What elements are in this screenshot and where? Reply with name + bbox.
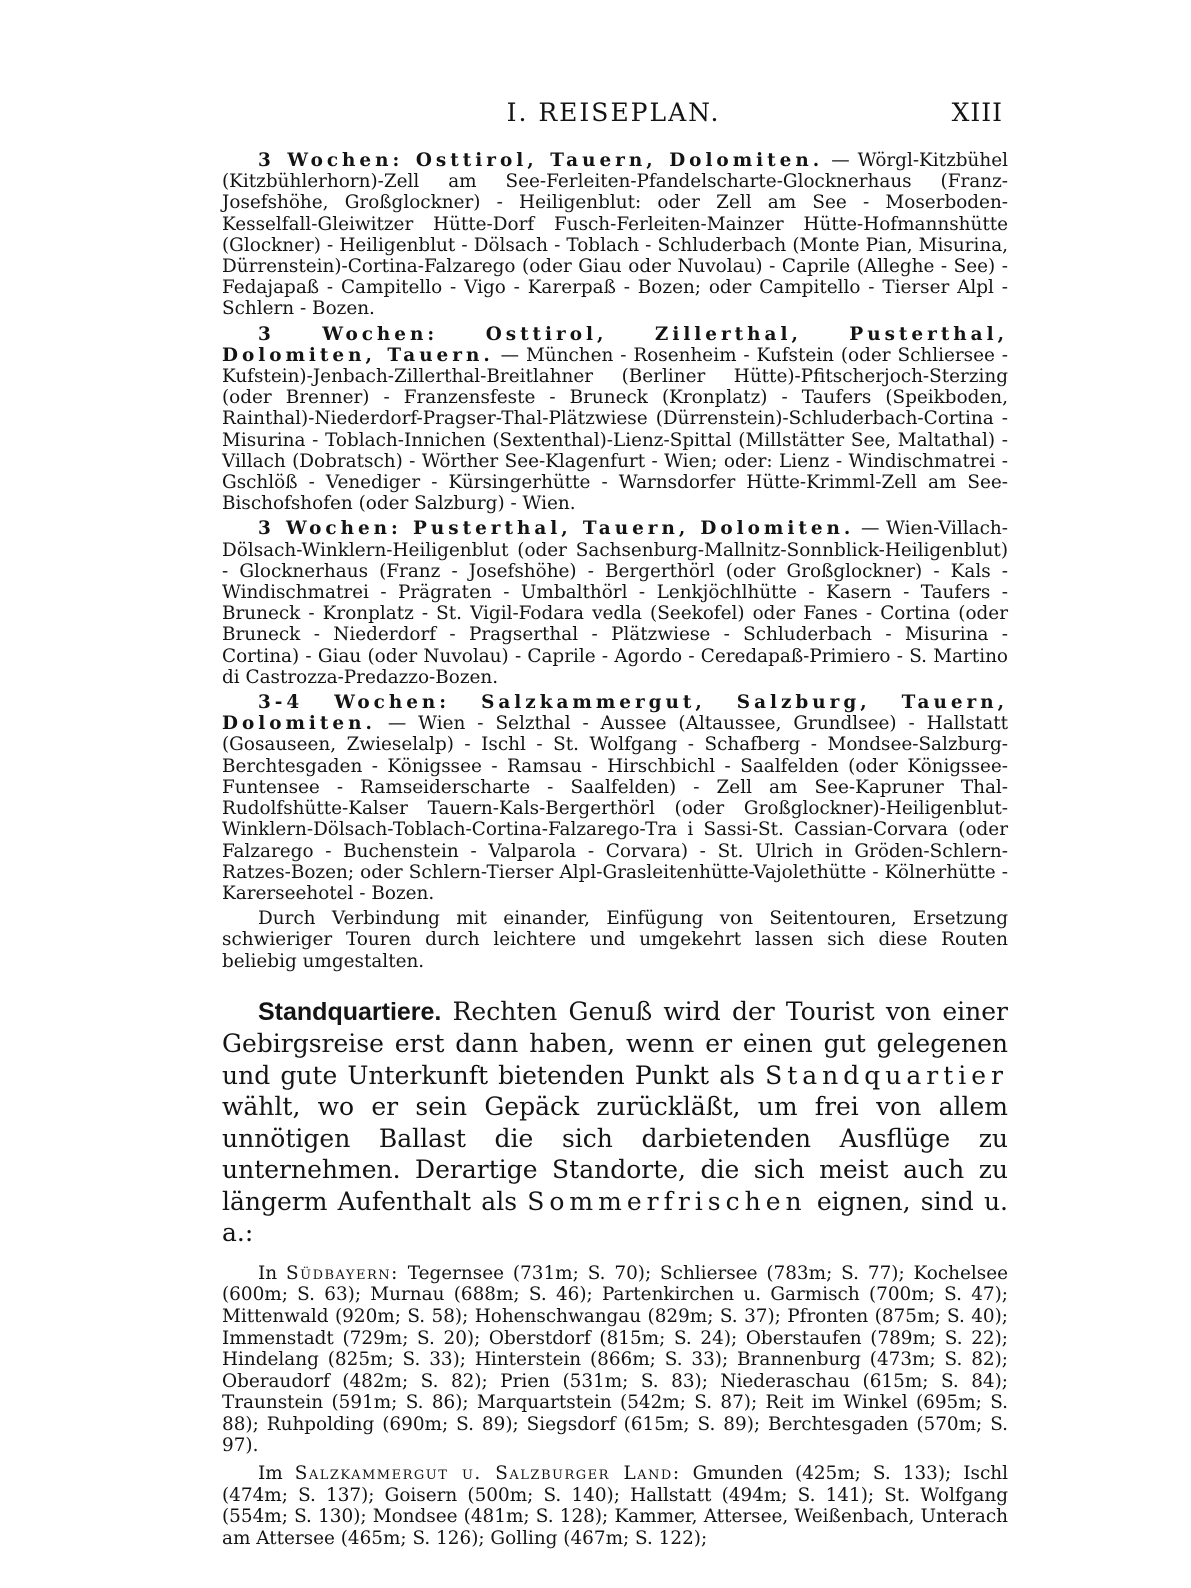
region-prefix: In — [258, 1262, 278, 1284]
standquartiere-heading: Standquartiere. — [258, 997, 442, 1026]
itinerary-heading: 3 Wochen: Osttirol, Zillerthal, Pusterthal, Dolomiten, Tauern. — [222, 323, 1008, 366]
itinerary-route: — Wien-Villach-Dölsach-Winklern-Heiligenblut (oder Sachsenburg-Mallnitz-Sonnblick-Heiligenblut) - Glocknerhaus (Franz - Josefshöhe) - Bergerthörl (oder Großglockner) - Kals - Windischmatrei - Prägraten - Umbalthörl - Lenkjöchlhütte - Kasern - Taufers - Bruneck - Kronplatz - St. Vigil-Fodara vedla (Seekofel) oder Fanes - Cortina (oder Bruneck - Niederdorf - Pragserthal - Plätzwiese - Schluderbach - Misurina - Cortina) - Giau (oder Nuvolau) - Caprile - Agordo - Ceredapaß-Primiero - S. Martino di Castrozza-Predazzo-Bozen. — [222, 518, 1008, 688]
routes-note: Durch Verbindung mit einander, Einfügung von Seitentouren, Ersetzung schwieriger Touren durch leichtere und umgekehrt lassen sich diese Routen beliebig umgestalten. — [222, 908, 1008, 972]
standquartiere-paragraph — [222, 996, 1008, 1249]
itinerary-paragraph — [222, 150, 1008, 320]
itinerary-route: — Wörgl-Kitzbühel (Kitzbühlerhorn)-Zell am See-Ferleiten-Pfandelscharte-Glocknerhaus (Franz-Josefshöhe, Großglockner) - Heiligenblut: oder Zell am See - Moserboden-Kesselfall-Gleiwitzer Hütte-Dorf Fusch-Ferleiten-Mainzer Hütte-Hofmannshütte (Glockner) - Heiligenblut - Dölsach - Toblach - Schluderbach (Monte Pian, Misurina, Dürrenstein)-Cortina-Falzarego (oder Giau oder Nuvolau) - Caprile (Alleghe - See) - Fedajapaß - Campitello - Vigo - Karerpaß - Bozen; oder Campitello - Tierser Alpl - Schlern - Bozen. — [222, 150, 1008, 320]
standquartier-term: Standquartier — [765, 1060, 1008, 1090]
sommerfrischen-term: Sommerfrischen — [527, 1186, 807, 1216]
itinerary-route: — München - Rosenheim - Kufstein (oder Schliersee - Kufstein)-Jenbach-Zillerthal-Breitlahner (Berliner Hütte)-Pfitscherjoch-Sterzing (oder Brenner) - Franzensfeste - Bruneck (Kronplatz) - Taufers (Speikboden, Rainthal)-Niederdorf-Pragser-Thal-Plätzwiese (Dürrenstein)-Schluderbach-Cortina - Misurina - Toblach-Innichen (Sextenthal)-Lienz-Spittal (Millstätter See, Maltathal) - Villach (Dobratsch) - Wörther See-Klagenfurt - Wien; oder: Lienz - Windischmatrei - Gschlöß - Venediger - Kürsingerhütte - Warnsdorfer Hütte-Krimml-Zell am See-Bischofshofen (oder Salzburg) - Wien. — [222, 344, 1008, 515]
itinerary-heading: 3 Wochen: Pusterthal, Tauern, Dolomiten. — [258, 518, 855, 540]
standquartiere-text: wählt, wo er sein Gepäck zurückläßt, um frei von allem unnötigen Ballast die sich darbietenden Ausflüge zu unternehmen. Derartige Standorte, die sich meist auch zu längerm Aufenthalt als — [222, 1092, 1008, 1216]
region-label: Südbayern: — [286, 1262, 399, 1284]
standquartiere-text: Rechten Genuß wird der Tourist von einer Gebirgsreise erst dann haben, wenn er einen gut gelegenen und gute Unterkunft bietenden Punkt als — [222, 996, 1009, 1090]
itinerary-heading: 3-4 Wochen: Salzkammergut, Salzburg, Tauern, Dolomiten. — [222, 692, 1008, 735]
region-prefix: Im — [258, 1463, 283, 1485]
running-head: I. REISEPLAN. — [506, 98, 721, 127]
region-places: Tegernsee (731m; S. 70); Schliersee (783m; S. 77); Kochelsee (600m; S. 63); Murnau (688m; S. 46); Partenkirchen u. Garmisch (700m; S. 47); Mittenwald (920m; S. 58); Hohenschwangau (829m; S. 37); Pfronten (875m; S. 40); Immenstadt (729m; S. 20); Oberstdorf (815m; S. 24); Oberstaufen (789m; S. 22); Hindelang (825m; S. 33); Hinterstein (866m; S. 33); Brannenburg (473m; S. 82); Oberaudorf (482m; S. 82); Prien (531m; S. 83); Niederaschau (615m; S. 84); Traunstein (591m; S. 86); Marquartstein (542m; S. 87); Reit im Winkel (695m; S. 88); Ruhpolding (690m; S. 89); Siegsdorf (615m; S. 89); Berchtesgaden (570m; S. 97). — [222, 1262, 1008, 1457]
standquartiere-text: eignen, sind u. a.: — [222, 1186, 1008, 1248]
page-header — [224, 92, 1003, 132]
page-number: XIII — [951, 98, 1003, 127]
region-label: Salzkammergut u. Salzburger Land: — [294, 1463, 681, 1485]
itinerary-paragraph — [222, 324, 1008, 515]
itinerary-paragraph — [222, 692, 1008, 904]
itinerary-heading: 3 Wochen: Osttirol, Tauern, Dolomiten. — [258, 150, 824, 171]
region-paragraph — [222, 1463, 1008, 1549]
region-places: Gmunden (425m; S. 133); Ischl (474m; S. 137); Goisern (500m; S. 140); Hallstatt (494m; S. 141); St. Wolfgang (554m; S. 130); Mondsee (481m; S. 128); Kammer, Attersee, Weißenbach, Unterach am Attersee (465m; S. 126); Golling (467m; S. 122); — [222, 1463, 1008, 1549]
body-text — [222, 150, 1008, 1555]
region-paragraph — [222, 1263, 1008, 1457]
itinerary-route: — Wien - Selzthal - Aussee (Altaussee, Grundlsee) - Hallstatt (Gosauseen, Zwieselalp) - Ischl - St. Wolfgang - Schafberg - Mondsee-Salzburg-Berchtesgaden - Königssee - Ramsau - Hirschbichl - Saalfelden (oder Königssee-Funtensee - Ramseiderscharte - Saalfelden) - Zell am See-Kapruner Thal-Rudolfshütte-Kalser Tauern-Kals-Bergerthörl (oder Großglockner)-Heiligenblut-Winklern-Dölsach-Toblach-Cortina-Falzarego-Tra i Sassi-St. Cassian-Corvara (oder Falzarego - Buchenstein - Valparola - Corvara) - St. Ulrich in Gröden-Schlern-Ratzes-Bozen; oder Schlern-Tierser Alpl-Grasleitenhütte-Vajolethütte - Kölnerhütte - Karerseehotel - Bozen. — [222, 713, 1008, 904]
itinerary-paragraph — [222, 518, 1008, 688]
